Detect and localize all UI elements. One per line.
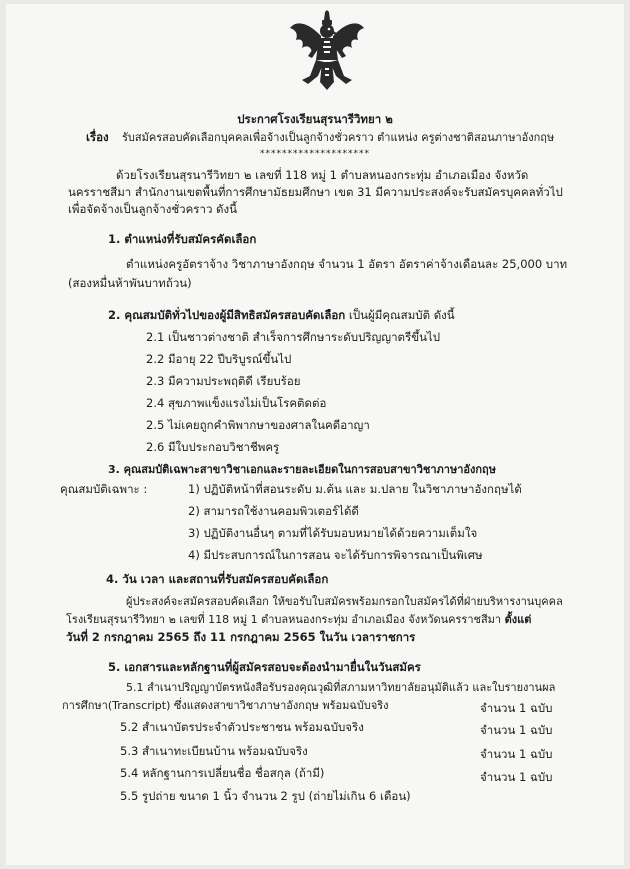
document-quantity: จำนวน 1 ฉบับ: [480, 701, 553, 715]
section4-heading: 4. วัน เวลา และสถานที่รับสมัครสอบคัดเลือก: [106, 572, 329, 586]
document-item: 5.5 รูปถ่าย ขนาด 1 นิ้ว จำนวน 2 รูป (ถ่ายไม่เกิน 6 เดือน): [120, 789, 411, 803]
document-quantity: จำนวน 1 ฉบับ: [480, 747, 553, 761]
section1-line: ตำแหน่งครูอัตราจ้าง วิชาภาษาอังกฤษ จำนวน 1 อัตรา อัตราค่าจ้างเดือนละ 25,000 บาท: [126, 257, 568, 271]
qualification-item: 2.4 สุขภาพแข็งแรงไม่เป็นโรคติดต่อ: [146, 396, 327, 410]
section4-line: ผู้ประสงค์จะสมัครสอบคัดเลือก ให้ขอรับใบสมัครพร้อมกรอกใบสมัครได้ที่ฝ่ายบริหารงานบุคคล: [126, 595, 563, 608]
document-item: 5.2 สำเนาบัตรประจำตัวประชาชน พร้อมฉบับจริง: [120, 720, 364, 734]
document-item: 5.1 สำเนาปริญญาบัตรหนังสือรับรองคุณวุฒิที่สภามหาวิทยาลัยอนุมัติแล้ว และใบรายงานผล: [126, 681, 556, 694]
section1-line: (สองหมื่นห้าพันบาทถ้วน): [68, 276, 192, 290]
section2-heading: 2. คุณสมบัติทั่วไปของผู้มีสิทธิสมัครสอบคัดเลือก: [108, 308, 346, 322]
subject-text: รับสมัครสอบคัดเลือกบุคคลเพื่อจ้างเป็นลูกจ้างชั่วคราว ตำแหน่ง ครูต่างชาติสอนภาษาอังกฤษ: [122, 131, 555, 144]
section4-line: โรงเรียนสุรนารีวิทยา ๒ เลขที่ 118 หมู่ 1 ตำบลหนองกระทุ่ม อำเภอเมือง จังหวัดนครราชสีมา: [66, 613, 502, 626]
document-item: 5.3 สำเนาทะเบียนบ้าน พร้อมฉบับจริง: [120, 744, 308, 758]
document-quantity: จำนวน 1 ฉบับ: [480, 723, 553, 737]
document-item: 5.4 หลักฐานการเปลี่ยนชื่อ ชื่อสกุล (ถ้ามี): [120, 766, 325, 780]
specific-qualification-item: 1) ปฏิบัติหน้าที่สอนระดับ ม.ต้น และ ม.ปลาย ในวิชาภาษาอังกฤษได้: [188, 482, 522, 496]
qualification-item: 2.1 เป็นชาวต่างชาติ สำเร็จการศึกษาระดับปริญญาตรีขึ้นไป: [146, 330, 441, 344]
specific-qualification-item: 2) สามารถใช้งานคอมพิวเตอร์ได้ดี: [188, 504, 359, 518]
section4-line-row: [66, 612, 531, 627]
application-dates: วันที่ 2 กรกฎาคม 2565 ถึง 11 กรกฎาคม 2565 ในวัน เวลาราชการ: [66, 630, 416, 644]
document-item: การศึกษา(Transcript) ซึ่งแสดงสาขาวิชาภาษาอังกฤษ พร้อมฉบับจริง: [62, 699, 389, 712]
intro-line: เพื่อจัดจ้างเป็นลูกจ้างชั่วคราว ดังนี้: [68, 202, 237, 216]
qualification-item: 2.6 มีใบประกอบวิชาชีพครู: [146, 440, 280, 454]
intro-line: ด้วยโรงเรียนสุรนารีวิทยา ๒ เลขที่ 118 หมู่ 1 ตำบลหนองกระทุ่ม อำเภอเมือง จังหวัด: [116, 168, 529, 182]
specific-qualification-item: 3) ปฏิบัติงานอื่นๆ ตามที่ได้รับมอบหมายได้ด้วยความเต็มใจ: [188, 526, 478, 540]
announcement-title: ประกาศโรงเรียนสุรนารีวิทยา ๒: [237, 112, 393, 126]
garuda-emblem-icon: [288, 10, 366, 92]
subject-label: เรื่อง: [86, 130, 109, 144]
title-divider: ********************: [260, 149, 370, 159]
section2-heading-row: [108, 308, 455, 323]
section3-heading: 3. คุณสมบัติเฉพาะสาขาวิชาเอกและรายละเอียดในการสอบสาขาวิชาภาษาอังกฤษ: [108, 463, 496, 476]
qualification-item: 2.2 มีอายุ 22 ปีบริบูรณ์ขึ้นไป: [146, 352, 292, 366]
specific-qualification-label: คุณสมบัติเฉพาะ :: [60, 482, 148, 496]
document-page: [6, 4, 624, 865]
section4-line-bold: ตั้งแต่: [504, 613, 532, 626]
qualification-item: 2.5 ไม่เคยถูกคำพิพากษาของศาลในคดีอาญา: [146, 418, 370, 432]
intro-line: นครราชสีมา สำนักงานเขตพื้นที่การศึกษามัธยมศึกษา เขต 31 มีความประสงค์จะรับสมัครบุคคลทั่วไป: [68, 185, 563, 199]
section1-heading: 1. ตำแหน่งที่รับสมัครคัดเลือก: [108, 232, 257, 246]
specific-qualification-item: 4) มีประสบการณ์ในการสอน จะได้รับการพิจารณาเป็นพิเศษ: [188, 548, 483, 562]
section5-heading: 5. เอกสารและหลักฐานที่ผู้สมัครสอบจะต้องนำมายื่นในวันสมัคร: [108, 660, 421, 674]
section2-heading-tail: เป็นผู้มีคุณสมบัติ ดังนี้: [348, 308, 455, 322]
document-quantity: จำนวน 1 ฉบับ: [480, 770, 553, 784]
qualification-item: 2.3 มีความประพฤติดี เรียบร้อย: [146, 374, 301, 388]
